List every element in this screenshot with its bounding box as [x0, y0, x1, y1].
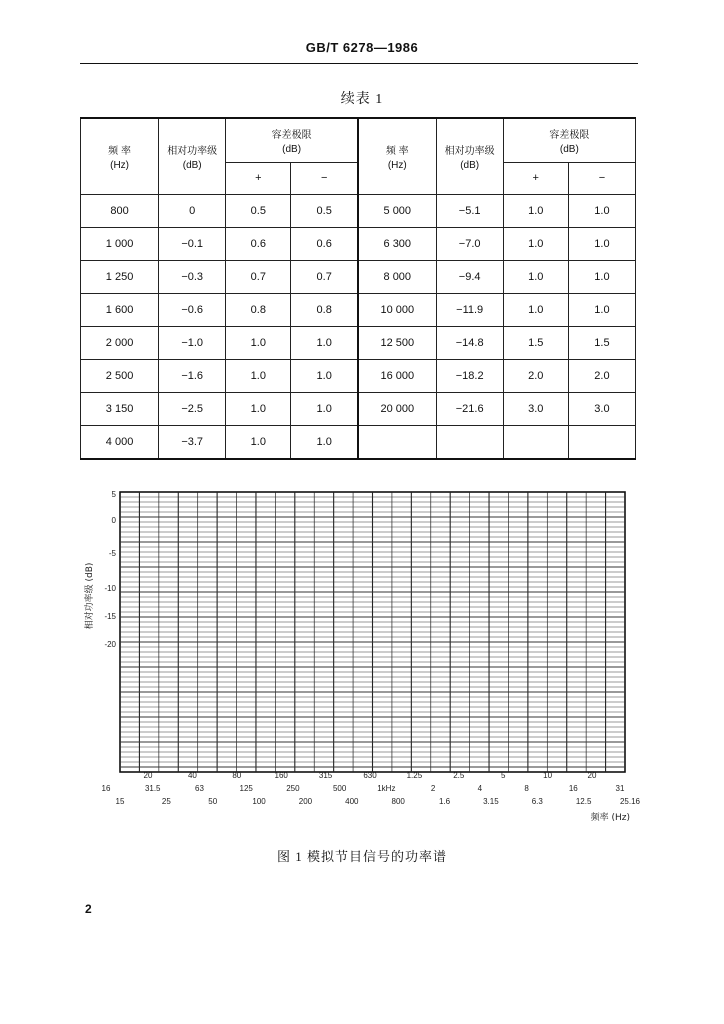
y-tick-label: 5	[111, 490, 116, 499]
table-cell: −21.6	[436, 392, 503, 425]
x-tick-label: 1kHz	[377, 784, 396, 793]
table-cell	[436, 425, 503, 459]
x-tick-label: 16	[101, 784, 111, 793]
table-cell: 10 000	[358, 293, 436, 326]
table-cell: 0.6	[226, 227, 291, 260]
x-tick-label: 1.6	[438, 797, 451, 806]
table-cell: 1 000	[81, 227, 159, 260]
x-tick-label: 31.5	[144, 784, 161, 793]
header-relative-level	[159, 118, 226, 194]
table-cell: 1.0	[503, 194, 568, 227]
x-tick-label: 315	[318, 771, 333, 780]
table-cell: 3.0	[568, 392, 635, 425]
table-cell: −0.3	[159, 260, 226, 293]
header-plus: +	[226, 162, 291, 194]
table-cell: 3.0	[503, 392, 568, 425]
table-cell: 16 000	[358, 359, 436, 392]
table-cell: −11.9	[436, 293, 503, 326]
table-cell: 2.0	[503, 359, 568, 392]
table-cell: 2 000	[81, 326, 159, 359]
x-tick-label: 6.3	[531, 797, 543, 806]
table-cell: 1.0	[568, 194, 635, 227]
x-tick-label: 200	[298, 797, 313, 806]
table-cell: 1.0	[291, 326, 358, 359]
header-frequency	[81, 118, 159, 194]
table-row	[81, 425, 636, 459]
header-frequency-label: 频 率	[108, 145, 131, 157]
page-number: 2	[85, 902, 92, 916]
table-cell: 1.0	[503, 293, 568, 326]
table-row	[81, 326, 636, 359]
table-cell: −9.4	[436, 260, 503, 293]
x-tick-label: 2	[430, 784, 436, 793]
table-cell: 1.5	[503, 326, 568, 359]
x-tick-label: 630	[363, 771, 377, 780]
x-tick-label: 800	[391, 797, 405, 806]
table-cell: 6 300	[358, 227, 436, 260]
y-tick-label: -5	[108, 549, 116, 558]
header-level-label: 相对功率级	[167, 145, 218, 157]
table-row	[81, 194, 636, 227]
document-header-title: GB/T 6278—1986	[305, 40, 419, 55]
x-tick-label: 12.5	[575, 797, 592, 806]
x-tick-label: 10	[543, 771, 553, 780]
x-tick-label: 250	[286, 784, 300, 793]
table-cell: 1.0	[568, 260, 635, 293]
x-tick-label: 20	[587, 771, 597, 780]
table-cell	[358, 425, 436, 459]
header-level-label-2: 相对功率级	[444, 145, 495, 157]
table-row	[81, 392, 636, 425]
table-cell: 1.0	[568, 293, 635, 326]
header-minus: −	[291, 162, 358, 194]
header-relative-level-2	[436, 118, 503, 194]
x-tick-label: 2.5	[453, 771, 465, 780]
header-frequency-unit: (Hz)	[110, 159, 130, 171]
table-cell: 1.0	[503, 260, 568, 293]
x-tick-label: 20	[143, 771, 153, 780]
table-cell: 0.5	[291, 194, 358, 227]
table-row	[81, 227, 636, 260]
table-cell: 5 000	[358, 194, 436, 227]
y-tick-label: -10	[104, 584, 116, 593]
x-tick-label: 40	[187, 771, 197, 780]
x-tick-label: 80	[232, 771, 242, 780]
x-tick-label: 8	[524, 784, 529, 793]
header-tolerance-unit-2: (dB)	[559, 143, 579, 155]
header-tolerance-label: 容差极限	[271, 129, 312, 141]
table-cell: 1.0	[226, 359, 291, 392]
table-cell: 8 000	[358, 260, 436, 293]
header-tolerance	[226, 118, 358, 162]
y-tick-label: -20	[104, 640, 116, 649]
table-cell: −1.0	[159, 326, 226, 359]
x-tick-label: 15	[115, 797, 125, 806]
header-tolerance-label-2: 容差极限	[549, 129, 590, 141]
header-tolerance-unit: (dB)	[282, 143, 302, 155]
table-cell: 3 150	[81, 392, 159, 425]
table-cell: 1 250	[81, 260, 159, 293]
table-row	[81, 260, 636, 293]
figure-caption: 图 1 模拟节目信号的功率谱	[276, 849, 447, 864]
table-cell: −5.1	[436, 194, 503, 227]
table-cell: 0.5	[226, 194, 291, 227]
table-cell: 800	[81, 194, 159, 227]
header-tolerance-2	[503, 118, 635, 162]
x-tick-label: 400	[345, 797, 359, 806]
table-cell: 20 000	[358, 392, 436, 425]
x-tick-label: 3.15	[483, 797, 499, 806]
table-cell: 1.0	[291, 392, 358, 425]
tolerance-table	[80, 117, 636, 460]
x-tick-label: 500	[332, 784, 347, 793]
table-cell	[503, 425, 568, 459]
table-cell: 4 000	[81, 425, 159, 459]
table-cell: 0.7	[226, 260, 291, 293]
table-row	[81, 359, 636, 392]
table-cell: 1.5	[568, 326, 635, 359]
table-cell: 1.0	[226, 392, 291, 425]
table-cell: −0.1	[159, 227, 226, 260]
x-tick-label: 16	[568, 784, 578, 793]
table-cell: 1.0	[503, 227, 568, 260]
x-tick-label: 31	[615, 784, 625, 793]
header-rule	[80, 63, 638, 64]
x-tick-label: 125	[239, 784, 253, 793]
header-minus-2: −	[568, 162, 635, 194]
table-cell: 2.0	[568, 359, 635, 392]
table-cell: −3.7	[159, 425, 226, 459]
table-cell: 1.0	[291, 359, 358, 392]
table-cell: −7.0	[436, 227, 503, 260]
header-plus-2: +	[503, 162, 568, 194]
x-tick-label: 50	[208, 797, 218, 806]
table-cell	[568, 425, 635, 459]
x-tick-label: 1.25	[406, 771, 423, 780]
y-tick-label: 0	[111, 516, 116, 525]
table-cell: −1.6	[159, 359, 226, 392]
header-level-unit-2: (dB)	[460, 159, 480, 171]
table-cell: 0.6	[291, 227, 358, 260]
table-cell: −18.2	[436, 359, 503, 392]
x-tick-label: 63	[195, 784, 204, 793]
table-cell: −14.8	[436, 326, 503, 359]
x-tick-label: 25	[161, 797, 171, 806]
table-cell: 1.0	[568, 227, 635, 260]
header-frequency-label-2: 频 率	[385, 145, 409, 157]
x-tick-label: 160	[274, 771, 288, 780]
table-cell: 0.8	[226, 293, 291, 326]
table-cell: 1 600	[81, 293, 159, 326]
table-row	[81, 293, 636, 326]
header-frequency-unit-2: (Hz)	[387, 159, 407, 171]
y-tick-label: -15	[104, 612, 116, 621]
table-cell: 0.7	[291, 260, 358, 293]
table-cell: 1.0	[226, 425, 291, 459]
table-cell: 1.0	[226, 326, 291, 359]
header-level-unit: (dB)	[182, 159, 202, 171]
table-cell: 12 500	[358, 326, 436, 359]
table-cell: 1.0	[291, 425, 358, 459]
x-tick-label: 4	[477, 784, 483, 793]
power-spectrum-figure	[70, 486, 670, 826]
table-caption: 续表 1	[340, 92, 384, 107]
x-tick-label: 25.16	[619, 797, 641, 806]
table-cell: 0	[159, 194, 226, 227]
y-axis-label: 相对功率级 (dB)	[85, 562, 95, 630]
header-frequency-2	[358, 118, 436, 194]
x-axis-label: 频率 (Hz)	[590, 813, 630, 823]
x-tick-label: 5	[500, 771, 506, 780]
table-cell: −2.5	[159, 392, 226, 425]
table-cell: 0.8	[291, 293, 358, 326]
table-cell: −0.6	[159, 293, 226, 326]
table-cell: 2 500	[81, 359, 159, 392]
x-tick-label: 100	[252, 797, 266, 806]
